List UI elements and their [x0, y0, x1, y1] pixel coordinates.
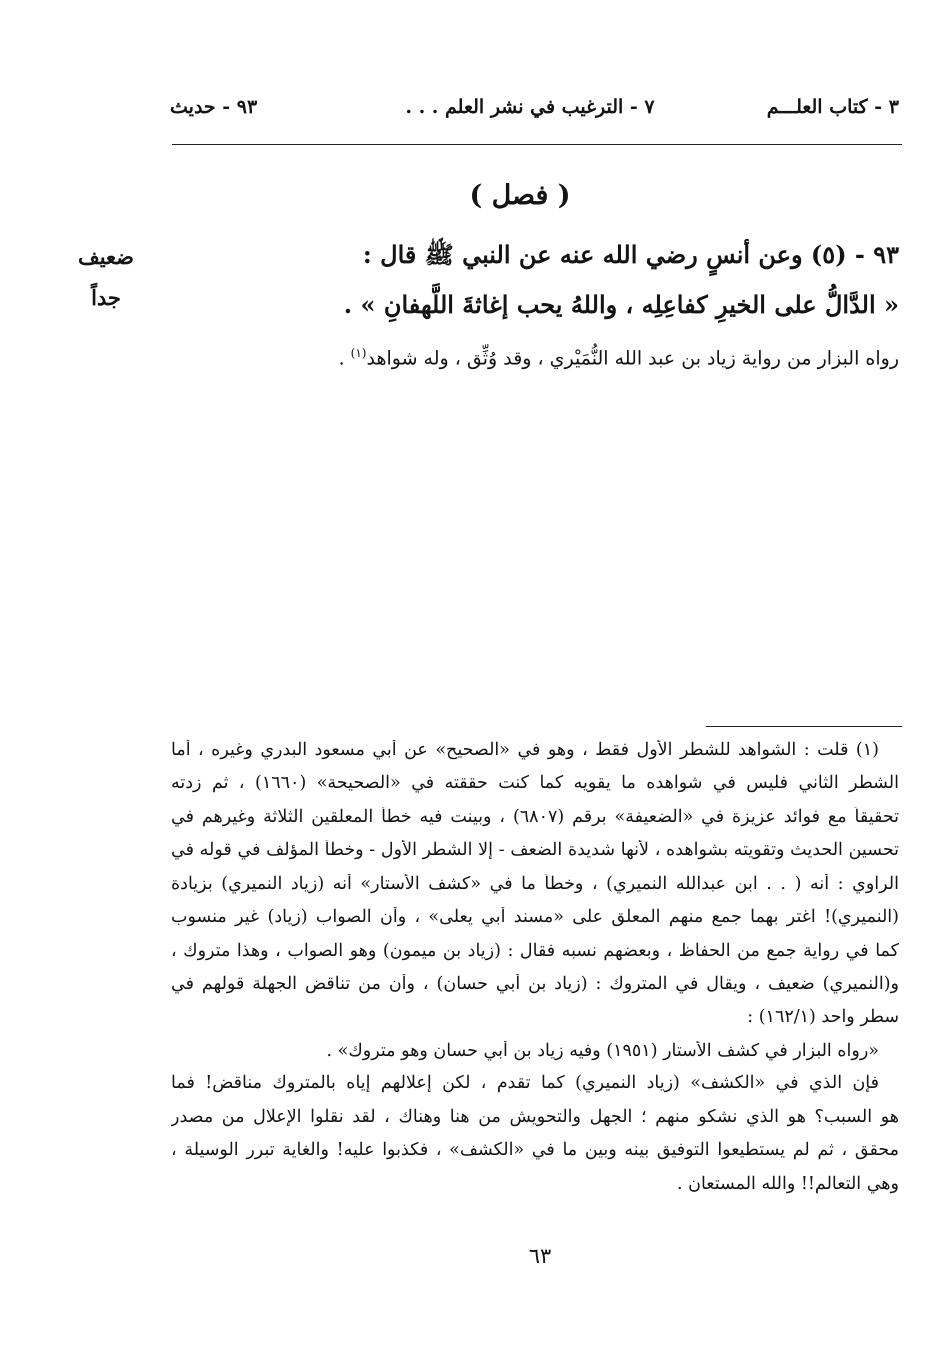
footnote-line: الشطر الثاني فليس في شواهده ما يقويه كما كنت حققته في «الصحيحة» (١٦٦٠) ، ثم زدته — [171, 773, 899, 793]
footnote-reference: (١) — [350, 346, 367, 360]
running-header-hadith-number: ٩٣ - حديث — [170, 96, 258, 118]
hadith-text: « الدَّالُّ على الخيرِ كفاعِلِه ، واللهُ يحب إغاثةَ اللَّهفانِ » . — [343, 290, 899, 319]
footnote-quote: «رواه البزار في كشف الأستار (١٩٥١) وفيه زياد بن أبي حسان وهو متروك» . — [326, 1041, 879, 1061]
footnote-line: فإن الذي في «الكشف» (زياد النميري) كما تقدم ، لكن إعلالهم إياه بالمتروك مناقض! فما — [171, 1073, 879, 1093]
grade-label-line1: ضعيف — [77, 244, 135, 269]
footnote-line: وهي التعالم!! والله المستعان . — [676, 1174, 899, 1194]
footnote-line: و(النميري) ضعيف ، ويقال في المتروك : (زياد بن أبي حسان) ، وأن من تناقض الجهلة قولهم في — [171, 974, 899, 994]
footnote-line: الراوي : أنه ( . . ابن عبدالله النميري) ، وخطأ ما في «كشف الأستار» أنه (زياد النميري) بزيادة — [171, 874, 899, 894]
footnote-line: (١) قلت : الشواهد للشطر الأول فقط ، وهو في «الصحيح» عن أبي مسعود البدري وغيره ، أما — [171, 740, 879, 760]
footnote-line: هو السبب؟ هو الذي نشكو منهم ؛ الجهل والتحويش من هنا وهناك ، لقد نقلوا الإعلال من مصدر — [171, 1107, 899, 1127]
page-number: ٦٣ — [528, 1244, 552, 1268]
grade-label-line2: جداً — [91, 285, 121, 310]
footnote-rule — [706, 726, 902, 727]
hadith-intro: ٩٣ - (٥) وعن أنسٍ رضي الله عنه عن النبي ﷺ قال : — [362, 240, 899, 269]
footnote-line: تحسين الحديث وتقويته بشواهده ، لأنها شديدة الضعف - إلا الشطر الأول - وخطأ المؤلف في قوله في — [171, 840, 899, 860]
footnote-line: تحقيقاً مع فوائد عزيزة في «الضعيفة» برقم (٦٨٠٧) ، وبينت فيه خطأ المعلقين الثلاثة وغيرهم في — [171, 807, 899, 827]
header-rule — [172, 144, 902, 145]
footnote-line: محقق ، ثم لم يستطيعوا التوفيق بينه وبين ما في «الكشف» ، فكذبوا عليه! والغاية تبرر الوسيلة ، — [171, 1140, 899, 1160]
narration-source — [219, 346, 899, 369]
running-header-chapter: ٣ - كتاب العلـــم — [766, 96, 899, 118]
footnote-line: سطر واحد (١٦٢/١) : — [747, 1007, 899, 1027]
narration-text: رواه البزار من رواية زياد بن عبد الله النُّمَيْري ، وقد وُثِّق ، وله شواهد — [366, 347, 899, 370]
running-header-section: ٧ - الترغيب في نشر العلم . . . — [405, 96, 655, 118]
narration-end: . — [338, 347, 351, 370]
section-title: ( فصل ) — [469, 180, 571, 211]
footnote-line: (النميري)! اغتر بهما جمع منهم المعلق على «مسند أبي يعلى» ، وأن الصواب (زياد) غير منسوب — [171, 907, 899, 927]
footnote-line: كما في رواية جمع من الحفاظ ، وبعضهم نسبه فقال : (زياد بن ميمون) وهو الصواب ، وهذا متروك ، — [171, 941, 899, 961]
